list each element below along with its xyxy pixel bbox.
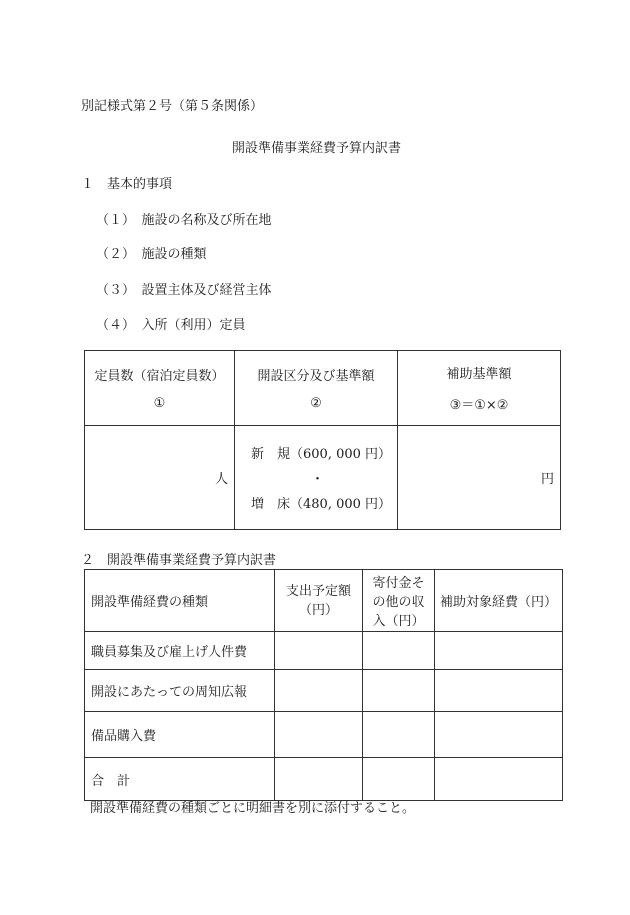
row-label-cell — [85, 758, 275, 801]
donation-header-line1: 寄付金そ — [372, 576, 425, 591]
budget-cell — [275, 670, 363, 712]
category-new: 新 規（600, 000 円） — [251, 447, 392, 462]
category-value-cell — [235, 426, 398, 530]
donation-cell — [363, 758, 435, 801]
target-header-cell — [435, 570, 563, 632]
budget-table-header-row — [85, 570, 563, 632]
category-expand: 増 床（480, 000 円） — [251, 497, 392, 512]
row-label-cell — [85, 632, 275, 670]
row-label-total: 合 計 — [91, 773, 131, 789]
budget-table — [84, 569, 563, 801]
subsidy-header-mark: ③＝①×② — [449, 398, 509, 413]
capacity-header-mark: ① — [153, 396, 166, 411]
donation-cell — [363, 712, 435, 758]
type-header: 開設準備経費の種類 — [91, 595, 209, 610]
donation-cell — [363, 670, 435, 712]
category-separator: ・ — [311, 472, 325, 487]
row-label-equipment: 備品購入費 — [91, 729, 157, 744]
section1-item-operator: （３） 設置主体及び経営主体 — [96, 283, 272, 298]
table-row — [85, 632, 563, 670]
category-header-cell — [235, 351, 398, 426]
subsidy-header-cell — [398, 351, 561, 426]
budget-cell — [275, 758, 363, 801]
capacity-header-label: 定員数（宿泊定員数） — [94, 369, 225, 384]
donation-header-line2: の他の収 — [372, 595, 425, 610]
capacity-table-header-row — [85, 351, 561, 426]
budget-header-line1: 支出予定額 — [285, 584, 351, 599]
target-cell — [435, 712, 563, 758]
donation-header-line3: 入（円） — [372, 614, 425, 629]
row-label-personnel: 職員募集及び雇上げ人件費 — [91, 645, 248, 660]
budget-cell — [275, 632, 363, 670]
section1-heading: １ 基本的事項 — [81, 177, 173, 192]
target-cell — [435, 670, 563, 712]
target-cell — [435, 758, 563, 801]
budget-header-cell — [275, 570, 363, 632]
capacity-value-cell — [85, 426, 235, 530]
donation-cell — [363, 632, 435, 670]
row-label-publicity: 開設にあたっての周知広報 — [91, 685, 248, 700]
type-header-cell — [85, 570, 275, 632]
table-row — [85, 758, 563, 801]
donation-header-cell — [363, 570, 435, 632]
budget-cell — [275, 712, 363, 758]
capacity-table-data-row — [85, 426, 561, 530]
attachment-note: 開設準備経費の種類ごとに明細書を別に添付すること。 — [90, 801, 416, 816]
target-cell — [435, 632, 563, 670]
unit-yen: 円 — [540, 472, 554, 487]
row-label-cell — [85, 712, 275, 758]
unit-people: 人 — [214, 472, 228, 487]
section1-item-name-address: （１） 施設の名称及び所在地 — [96, 213, 272, 228]
row-label-cell — [85, 670, 275, 712]
table-row — [85, 712, 563, 758]
capacity-table — [84, 350, 561, 530]
section2-heading: ２ 開設準備事業経費予算内訳書 — [81, 553, 277, 568]
category-header-label: 開設区分及び基準額 — [257, 369, 375, 384]
section1-item-capacity: （４） 入所（利用）定員 — [96, 318, 246, 333]
subsidy-value-cell — [398, 426, 561, 530]
capacity-header-cell — [85, 351, 235, 426]
page-title: 開設準備事業経費予算内訳書 — [232, 141, 402, 156]
form-label: 別記様式第２号（第５条関係） — [81, 99, 264, 114]
subsidy-header-label: 補助基準額 — [446, 367, 512, 382]
table-row — [85, 670, 563, 712]
category-header-mark: ② — [310, 396, 322, 411]
budget-header-line2: （円） — [298, 603, 338, 618]
section1-item-facility-type: （２） 施設の種類 — [96, 247, 207, 262]
target-header: 補助対象経費（円） — [439, 595, 557, 610]
